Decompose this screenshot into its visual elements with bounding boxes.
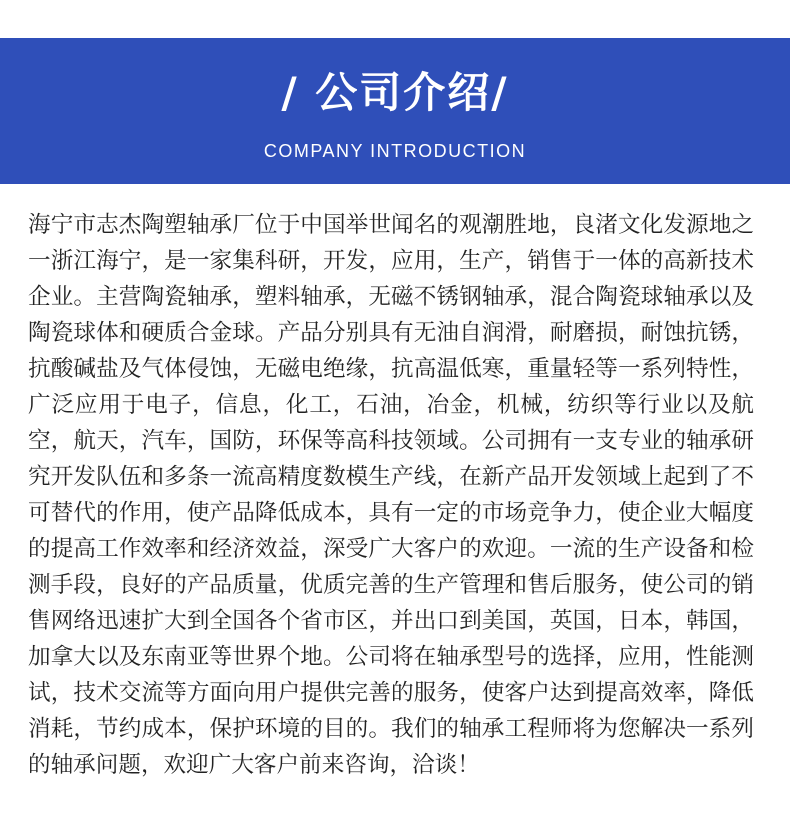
page-subtitle: COMPANY INTRODUCTION bbox=[263, 141, 527, 161]
page-title: / 公司介绍/ bbox=[281, 68, 509, 117]
header-banner bbox=[0, 38, 790, 184]
company-introduction-text: 海宁市志杰陶塑轴承厂位于中国举世闻名的观潮胜地，良渚文化发源地之一浙江海宁，是一家集科研，开发，应用，生产，销售于一体的高新技术企业。主营陶瓷轴承，塑料轴承，无磁不锈钢轴承，混合陶瓷球轴承以及陶瓷球体和硬质合金球。产品分别具有无油自润滑，耐磨损，耐蚀抗锈，抗酸碱盐及气体侵蚀，无磁电绝缘，抗高温低寒，重量轻等一系列特性，广泛应用于电子，信息，化工，石油，冶金，机械，纺织等行业以及航空，航天，汽车，国防，环保等高科技领域。公司拥有一支专业的轴承研究开发队伍和多条一流高精度数模生产线，在新产品开发领域上起到了不可替代的作用，使产品降低成本，具有一定的市场竞争力，使企业大幅度的提高工作效率和经济效益，深受广大客户的欢迎。一流的生产设备和检测手段，良好的产品质量，优质完善的生产管理和售后服务，使公司的销售网络迅速扩大到全国各个省市区，并出口到美国，英国，日本，韩国，加拿大以及东南亚等世界个地。公司将在轴承型号的选择，应用，性能测试，技术交流等方面向用户提供完善的服务，使客户达到提高效率，降低消耗，节约成本，保护环境的目的。我们的轴承工程师将为您解决一系列的轴承问题，欢迎广大客户前来咨询，洽谈！ bbox=[28, 212, 754, 778]
